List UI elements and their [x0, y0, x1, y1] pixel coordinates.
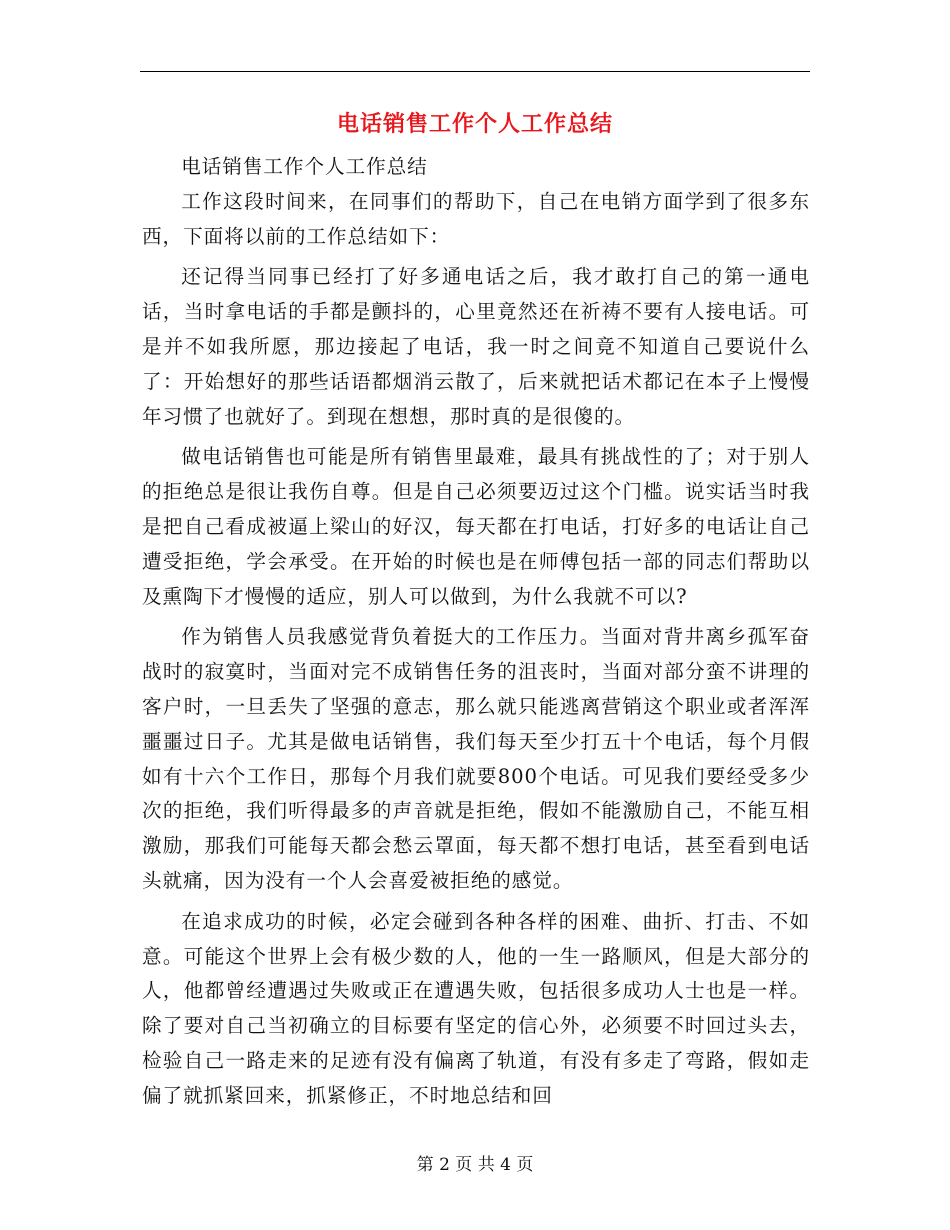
paragraph: 工作这段时间来，在同事们的帮助下，自己在电销方面学到了很多东西，下面将以前的工作总结如下：	[142, 189, 810, 248]
paragraph: 在追求成功的时候，必定会碰到各种各样的困难、曲折、打击、不如意。可能这个世界上会有极少数的人，他的一生一路顺风，但是大部分的人，他都曾经遭遇过失败或正在遭遇失败，包括很多成功人士也是一样。除了要对自己当初确立的目标要有坚定的信心外，必须要不时回过头去，检验自己一路走来的足迹有没有偏离了轨道，有没有多走了弯路，假如走偏了就抓紧回来，抓紧修正，不时地总结和回	[142, 909, 810, 1107]
document-title: 电话销售工作个人工作总结	[336, 111, 613, 137]
paragraph: 还记得当同事已经打了好多通电话之后，我才敢打自己的第一通电话，当时拿电话的手都是颤抖的，心里竟然还在祈祷不要有人接电话。可是并不如我所愿，那边接起了电话，我一时之间竟不知道自己要说什么了：开始想好的那些话语都烟消云散了，后来就把话术都记在本子上慢慢年习惯了也就好了。到现在想想，那时真的是很傻的。	[142, 265, 810, 428]
paragraph: 做电话销售也可能是所有销售里最难，最具有挑战性的了；对于别人的拒绝总是很让我伤自尊。但是自己必须要迈过这个门槛。说实话当时我是把自己看成被逼上梁山的好汉，每天都在打电话，打好多的电话让自己遭受拒绝，学会承受。在开始的时候也是在师傅包括一部的同志们帮助以及熏陶下才慢慢的适应，别人可以做到，为什么我就不可以?	[142, 445, 810, 608]
paragraph-subtitle: 电话销售工作个人工作总结	[181, 155, 428, 178]
header-rule	[140, 71, 810, 72]
page-number-label: 第 2 页 共 4 页	[416, 1155, 534, 1175]
page-footer	[0, 1153, 950, 1177]
document-body	[142, 150, 810, 1120]
paragraph: 作为销售人员我感觉背负着挺大的工作压力。当面对背井离乡孤军奋战时的寂寞时，当面对完不成销售任务的沮丧时，当面对部分蛮不讲理的客户时，一旦丢失了坚强的意志，那么就只能逃离营销这个职业或者浑浑噩噩过日子。尤其是做电话销售，我们每天至少打五十个电话，每个月假如有十六个工作日，那每个月我们就要800个电话。可见我们要经受多少次的拒绝，我们听得最多的声音就是拒绝，假如不能激励自己，不能互相激励，那我们可能每天都会愁云罩面，每天都不想打电话，甚至看到电话头就痛，因为没有一个人会喜爱被拒绝的感觉。	[142, 625, 810, 892]
